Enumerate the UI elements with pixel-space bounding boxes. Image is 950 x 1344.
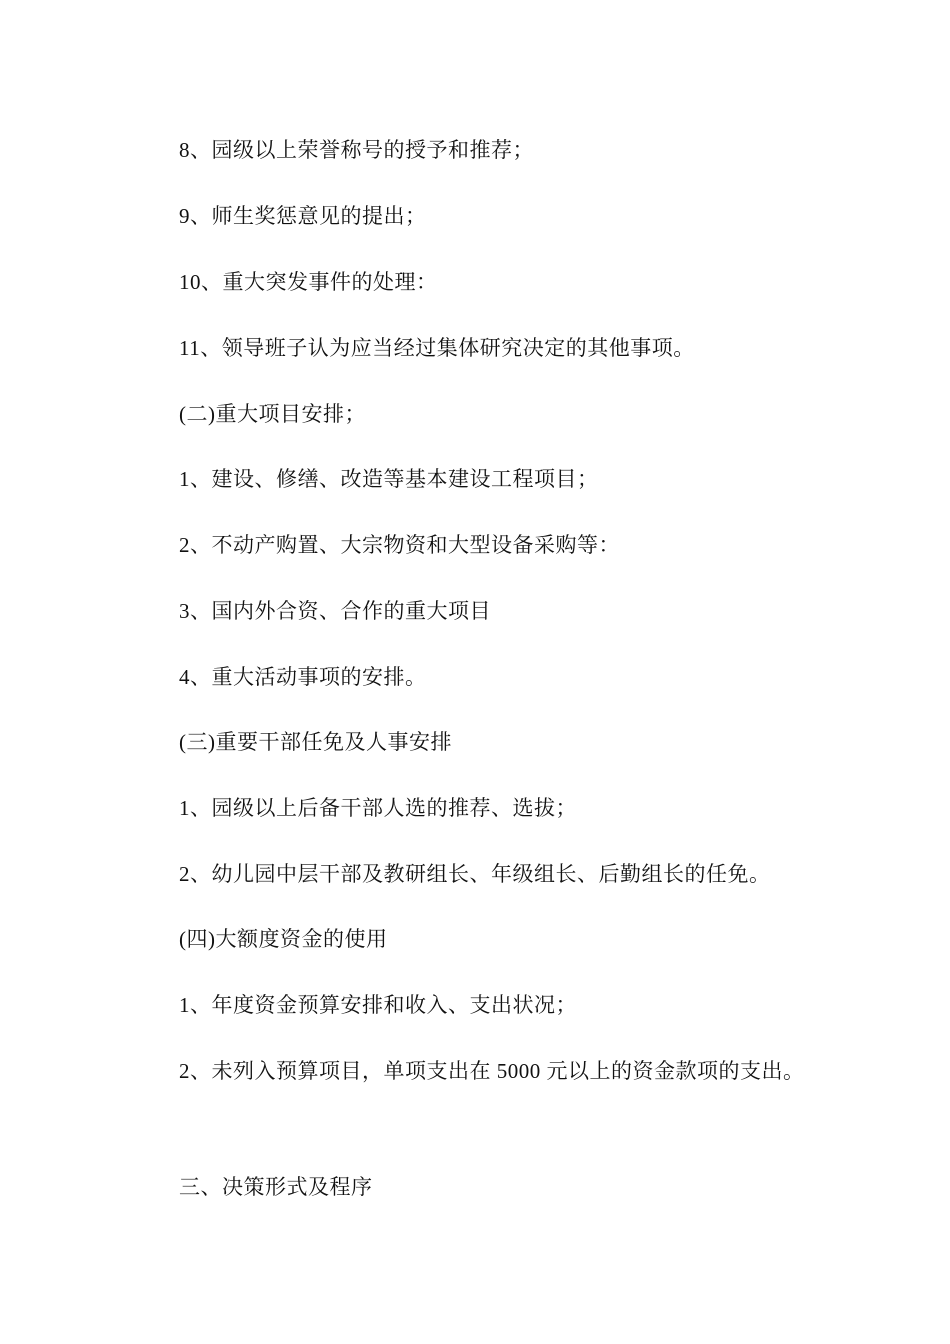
paragraph-appointments: 2、幼儿园中层干部及教研组长、年级组长、后勤组长的任免。 bbox=[179, 862, 771, 886]
paragraph-joint-ventures: 3、国内外合资、合作的重大项目 bbox=[179, 599, 491, 623]
paragraph-honor-titles: 8、园级以上荣誉称号的授予和推荐； bbox=[179, 138, 534, 162]
section-heading-major-projects: (二)重大项目安排； bbox=[179, 402, 366, 426]
paragraph-rewards-penalties: 9、师生奖惩意见的提出； bbox=[179, 204, 427, 228]
section-heading-decision-procedure: 三、决策形式及程序 bbox=[179, 1175, 373, 1199]
paragraph-emergency-handling: 10、重大突发事件的处理： bbox=[179, 270, 438, 294]
paragraph-major-activities: 4、重大活动事项的安排。 bbox=[179, 665, 427, 689]
section-heading-personnel: (三)重要干部任免及人事安排 bbox=[179, 730, 452, 754]
paragraph-annual-budget: 1、年度资金预算安排和收入、支出状况； bbox=[179, 993, 577, 1017]
paragraph-unbudgeted-expenditure: 2、未列入预算项目，单项支出在 5000 元以上的资金款项的支出。 bbox=[179, 1059, 805, 1083]
paragraph-reserve-cadres: 1、园级以上后备干部人选的推荐、选拔； bbox=[179, 796, 577, 820]
paragraph-construction-projects: 1、建设、修缮、改造等基本建设工程项目； bbox=[179, 467, 599, 491]
paragraph-other-matters: 11、领导班子认为应当经过集体研究决定的其他事项。 bbox=[179, 336, 695, 360]
paragraph-procurement: 2、不动产购置、大宗物资和大型设备采购等： bbox=[179, 533, 620, 557]
section-heading-large-funds: (四)大额度资金的使用 bbox=[179, 927, 388, 951]
